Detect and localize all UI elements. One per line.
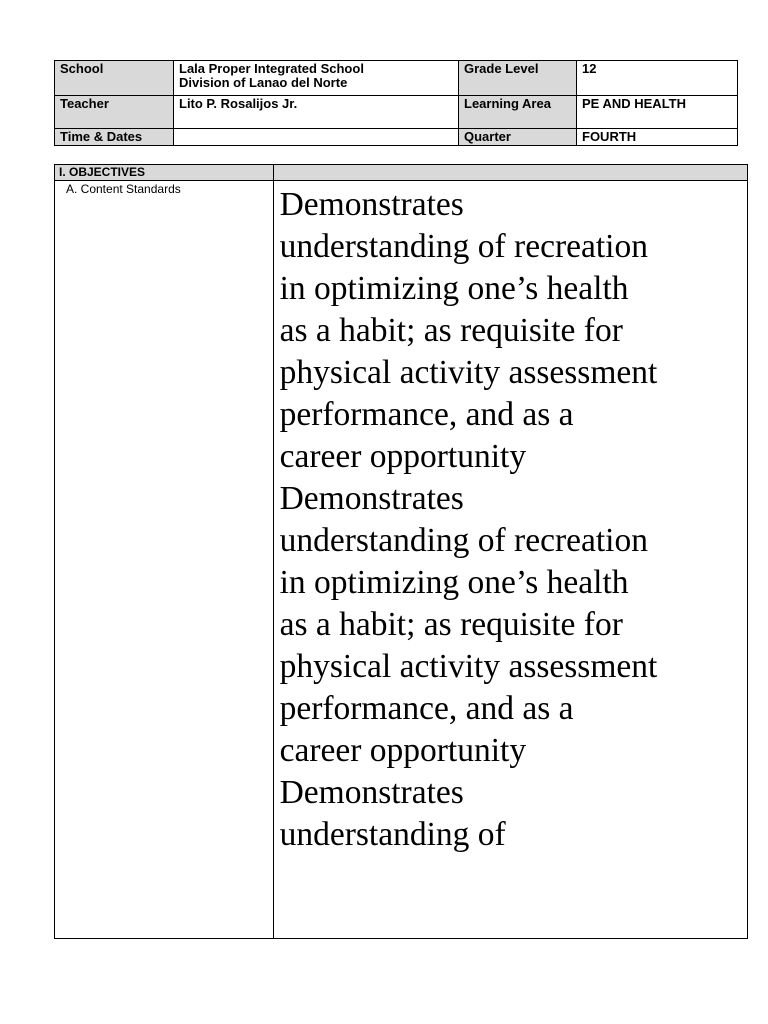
content-standards-label: A. Content Standards bbox=[55, 181, 274, 939]
objectives-heading-blank bbox=[273, 165, 747, 181]
content-standards-paragraph-2: Demonstrates understanding of recreation in optimizing one’s health as a habit; as requisite for physical activity assessment performance, and as a career opportunity bbox=[279, 480, 658, 769]
teacher-value: Lito P. Rosalijos Jr. bbox=[174, 96, 459, 129]
division-name: Division of Lanao del Norte bbox=[179, 75, 348, 90]
content-standards-paragraph-3: Demonstrates understanding of bbox=[279, 774, 506, 853]
header-table bbox=[54, 60, 738, 146]
time-dates-value bbox=[174, 129, 459, 146]
grade-level-value: 12 bbox=[577, 61, 738, 96]
objectives-heading: I. OBJECTIVES bbox=[55, 165, 274, 181]
grade-level-label: Grade Level bbox=[459, 61, 577, 96]
quarter-value: FOURTH bbox=[577, 129, 738, 146]
school-label: School bbox=[55, 61, 174, 96]
school-value bbox=[174, 61, 459, 96]
content-standards-cell bbox=[273, 181, 747, 939]
content-standards-text bbox=[280, 184, 660, 930]
school-name: Lala Proper Integrated School bbox=[179, 61, 364, 76]
content-standards-paragraph-1: Demonstrates understanding of recreation in optimizing one’s health as a habit; as requisite for physical activity assessment performance, and as a career opportunity bbox=[279, 186, 658, 475]
quarter-label: Quarter bbox=[459, 129, 577, 146]
learning-area-label: Learning Area bbox=[459, 96, 577, 129]
teacher-label: Teacher bbox=[55, 96, 174, 129]
time-dates-label: Time & Dates bbox=[55, 129, 174, 146]
objectives-table bbox=[54, 164, 748, 939]
learning-area-value: PE AND HEALTH bbox=[577, 96, 738, 129]
